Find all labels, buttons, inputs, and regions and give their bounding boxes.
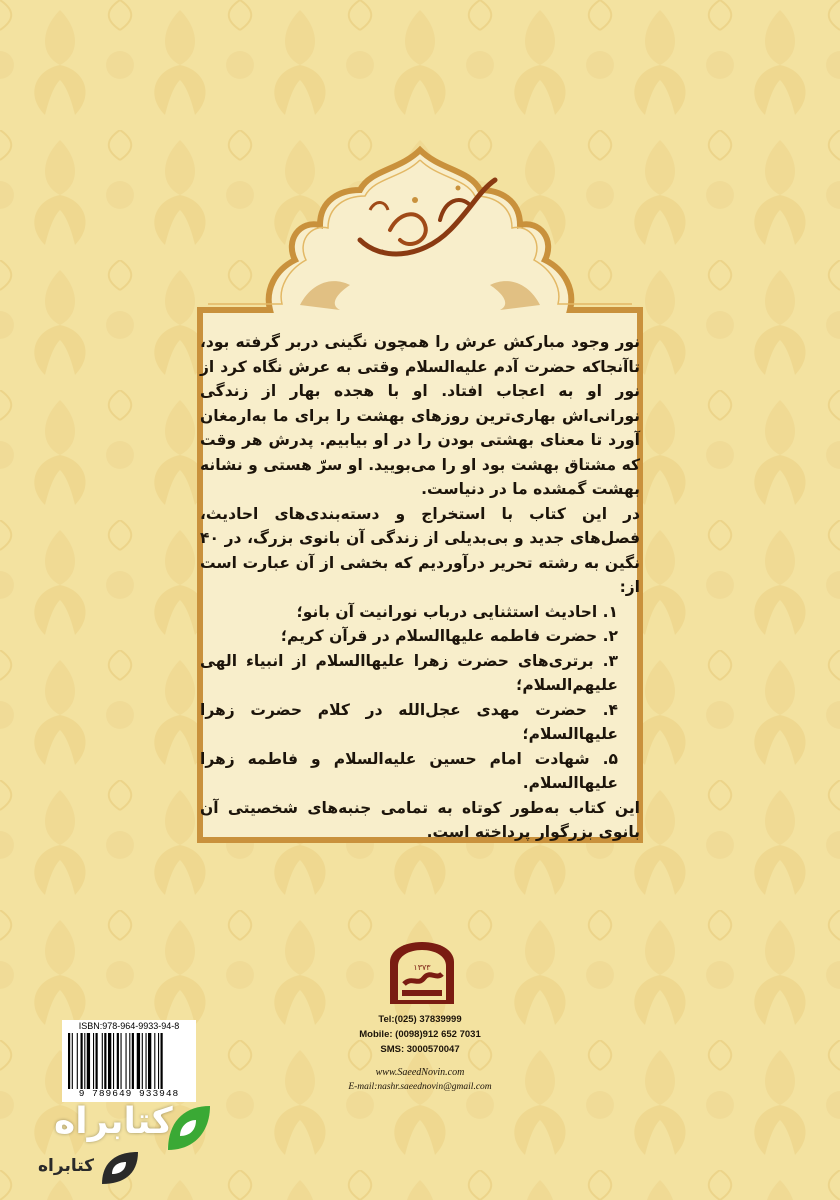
isbn-barcode bbox=[62, 1020, 196, 1102]
ketabrah-watermark bbox=[20, 1098, 220, 1194]
barcode-bar bbox=[121, 1033, 122, 1089]
contact-email[interactable]: E-mail:nashr.saeednovin@gmail.com bbox=[348, 1082, 492, 1092]
barcode-bar bbox=[72, 1033, 73, 1089]
barcode-bar bbox=[84, 1033, 85, 1089]
blurb-outro: این کتاب به‌طور کوتاه به تمامی جنبه‌های شخصیتی آن بانوی بزرگوار پرداخته است. bbox=[200, 798, 640, 841]
barcode-bar bbox=[117, 1033, 119, 1089]
leaf-logo-small-icon bbox=[98, 1148, 144, 1188]
watermark-main-text: کتابراه bbox=[54, 1101, 173, 1142]
blurb-list-item: ۲. حضرت فاطمه علیهاالسلام در قرآن کریم؛ bbox=[280, 627, 618, 645]
blurb-list-item: ۱. احادیث استثنایی درباب نورانیت آن بانو؛ bbox=[296, 602, 618, 621]
barcode-bar bbox=[148, 1033, 151, 1089]
logo-year: ۱۳۷۳ bbox=[413, 963, 431, 972]
barcode-bars bbox=[66, 1033, 192, 1089]
barcode-bar bbox=[68, 1033, 70, 1089]
blurb-middle: در این کتاب با استخراج و دسته‌بندی‌های احادیث، فصل‌های جدید و بی‌بدیلی از زندگی آن بانوی بزرگ، در ۴۰ نگین به رشته تحریر درآوردیم که بخشی از آن عبارت است از: bbox=[200, 504, 640, 596]
barcode-bar bbox=[154, 1033, 155, 1089]
blurb-list-item: ۳. برتری‌های حضرت زهرا علیهاالسلام از انبیاء الهی علیهم‌السلام؛ bbox=[200, 651, 618, 694]
barcode-digits: 9 789649 933948 bbox=[78, 1088, 180, 1099]
barcode-bar bbox=[113, 1033, 114, 1089]
barcode-bar bbox=[77, 1033, 78, 1089]
title-calligraphy-logo bbox=[330, 170, 510, 270]
barcode-bar bbox=[132, 1033, 134, 1089]
contact-website[interactable]: www.SaeedNovin.com bbox=[375, 1067, 465, 1078]
barcode-bar bbox=[93, 1033, 94, 1089]
contact-sms: SMS: 3000570047 bbox=[380, 1044, 460, 1055]
barcode-bar bbox=[96, 1033, 98, 1089]
back-cover-blurb bbox=[200, 330, 640, 845]
barcode-bar bbox=[158, 1033, 159, 1089]
publisher-contact bbox=[320, 1012, 520, 1095]
barcode-bar bbox=[137, 1033, 140, 1089]
barcode-bar bbox=[87, 1033, 90, 1089]
blurb-list-item: ۵. شهادت امام حسین علیه‌السلام و فاطمه زهرا علیهاالسلام. bbox=[200, 749, 618, 792]
contact-tel: Tel:(025) 37839999 bbox=[378, 1014, 462, 1025]
barcode-bar bbox=[126, 1033, 127, 1089]
barcode-bar bbox=[146, 1033, 147, 1089]
watermark-sub-text: کتابراه bbox=[38, 1156, 95, 1176]
barcode-bar bbox=[161, 1033, 163, 1089]
contact-mobile: Mobile: (0098)912 652 7031 bbox=[359, 1029, 481, 1040]
barcode-bar bbox=[129, 1033, 130, 1089]
barcode-bar bbox=[142, 1033, 143, 1089]
blurb-list-item: ۴. حضرت مهدی عجل‌الله در کلام حضرت زهرا علیهاالسلام؛ bbox=[200, 700, 618, 743]
barcode-bar bbox=[104, 1033, 106, 1089]
barcode-bar bbox=[102, 1033, 103, 1089]
publisher-logo bbox=[384, 940, 460, 1006]
blurb-list bbox=[200, 600, 640, 796]
barcode-bar bbox=[108, 1033, 111, 1089]
isbn-label: ISBN:978-964-9933-94-8 bbox=[78, 1021, 180, 1031]
blurb-intro: نور وجود مبارکش عرش را همچون نگینی دربر گرفته بود، تاآنجاکه حضرت آدم علیه‌السلام وقتی به عرش نگاه کرد از نور او به اعجاب افتاد. او با هجده بهار از زندگی نورانی‌اش بهاری‌ترین روزهای بهشت را برای ما به‌ارمغان آورد تا معنای بهشتی بودن را در او بیابیم. پدرش هر وقت که مشتاق بهشت بود او را می‌بویید. او سرّ هستی و نشانه بهشت گمشده ما در دنیاست. bbox=[200, 333, 640, 498]
barcode-bar bbox=[81, 1033, 83, 1089]
